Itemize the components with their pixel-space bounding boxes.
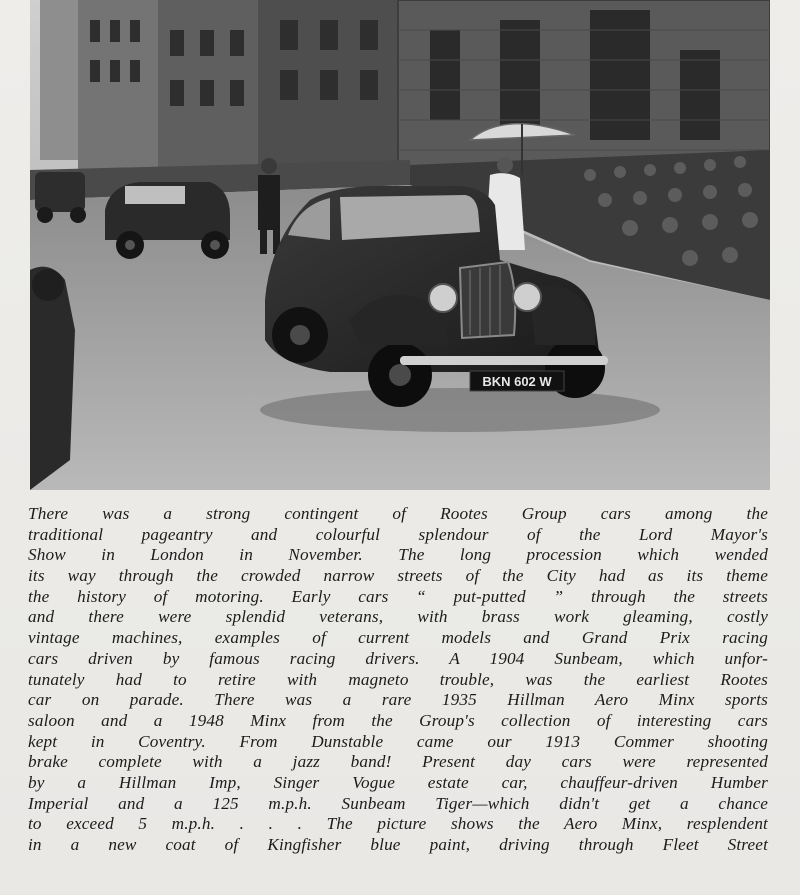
caption-line: traditional pageantry and colourful splendour of the Lord Mayor's bbox=[28, 524, 768, 544]
caption-line: in a new coat of Kingfisher blue paint, driving through Fleet Street bbox=[28, 835, 768, 854]
caption-line: Imperial and a 125 m.p.h. Sunbeam Tiger—which didn't get a chance bbox=[28, 793, 768, 813]
caption-line: and there were splendid veterans, with brass work gleaming, costly bbox=[28, 607, 768, 627]
caption-line: brake complete with a jazz band! Present day cars were represented bbox=[28, 752, 768, 772]
caption-line: tunately had to retire with magneto trouble, was the earliest Rootes bbox=[28, 669, 768, 689]
caption-line: saloon and a 1948 Minx from the Group's collection of interesting cars bbox=[28, 710, 768, 730]
number-plate: BKN 602 W bbox=[482, 374, 552, 389]
caption-line: its way through the crowded narrow streets of the City had as its theme bbox=[28, 566, 768, 586]
caption-line: There was a strong contingent of Rootes Group cars among the bbox=[28, 504, 768, 523]
caption-line: cars driven by famous racing drivers. A 1904 Sunbeam, which unfor- bbox=[28, 648, 768, 668]
caption-line: Show in London in November. The long procession which wended bbox=[28, 545, 768, 565]
caption-line: vintage machines, examples of current models and Grand Prix racing bbox=[28, 628, 768, 648]
article-caption bbox=[28, 504, 768, 856]
caption-line: car on parade. There was a rare 1935 Hillman Aero Minx sports bbox=[28, 690, 768, 710]
left-buildings bbox=[40, 0, 398, 175]
caption-line: by a Hillman Imp, Singer Vogue estate car, chauffeur-driven Humber bbox=[28, 772, 768, 792]
right-building bbox=[398, 0, 770, 170]
procession-photograph bbox=[30, 0, 770, 490]
caption-line: kept in Coventry. From Dunstable came our 1913 Commer shooting bbox=[28, 731, 768, 751]
caption-line: the history of motoring. Early cars “ put-putted ” through the streets bbox=[28, 586, 768, 606]
caption-line: to exceed 5 m.p.h. . . . The picture shows the Aero Minx, resplendent bbox=[28, 814, 768, 834]
